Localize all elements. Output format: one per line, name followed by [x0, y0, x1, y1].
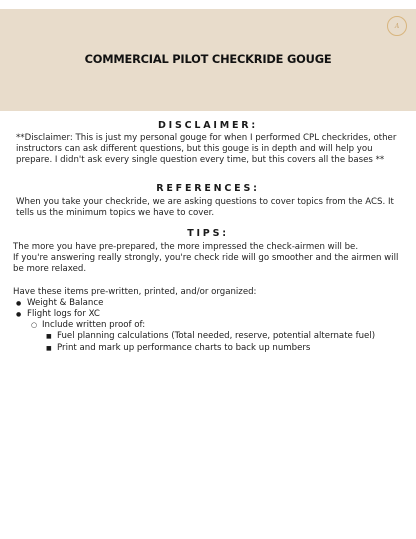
sub-sub-list-item-label: Fuel planning calculations (Total needed, reserve, potential alternate fuel) [57, 331, 376, 342]
disclaimer-text: **Disclaimer: This is just my personal gouge for when I performed CPL checkrides, other instructors can ask different questions, but this gouge is in depth and will help you prepare. I didn't ask every single question every time, but this covers all the bases ** [16, 133, 397, 166]
sub-sub-list-item-label: Print and mark up performance charts to back up numbers [57, 342, 311, 353]
tips-heading: TIPS: [187, 228, 229, 239]
list-item-label: Weight & Balance [27, 297, 104, 308]
references-heading: REFERENCES: [156, 183, 260, 194]
header-banner [0, 9, 416, 111]
sub-sub-list [43, 331, 405, 353]
list-item [13, 309, 405, 354]
list-item-label: Flight logs for XC [27, 309, 100, 320]
tips-line-1: The more you have pre-prepared, the more impressed the check-airmen will be. [13, 242, 359, 252]
sub-sub-list-item [43, 343, 405, 354]
brand-logo [387, 16, 407, 36]
tips-intro: Have these items pre-written, printed, and/or organized: [13, 286, 257, 297]
spacer [13, 276, 405, 287]
sub-sub-list-item [43, 331, 405, 342]
sub-list [28, 320, 405, 354]
checklist [13, 298, 405, 354]
sub-list-item-label: Include written proof of: [42, 320, 146, 331]
logo-mark: A [394, 22, 400, 30]
page-title: COMMERCIAL PILOT CHECKRIDE GOUGE [84, 52, 332, 66]
references-text: When you take your checkride, we are asking questions to cover topics from the ACS. It tells us the minimum topics we have to cover. [16, 197, 394, 219]
list-item [13, 298, 405, 309]
top-margin [0, 0, 416, 9]
disclaimer-heading: DISCLAIMER: [157, 120, 259, 131]
sub-list-item [28, 320, 405, 354]
tips-line-2: If you're answering really strongly, you're check ride will go smoother and the airmen will be more relaxed. [13, 253, 399, 275]
tips-section [13, 242, 405, 354]
